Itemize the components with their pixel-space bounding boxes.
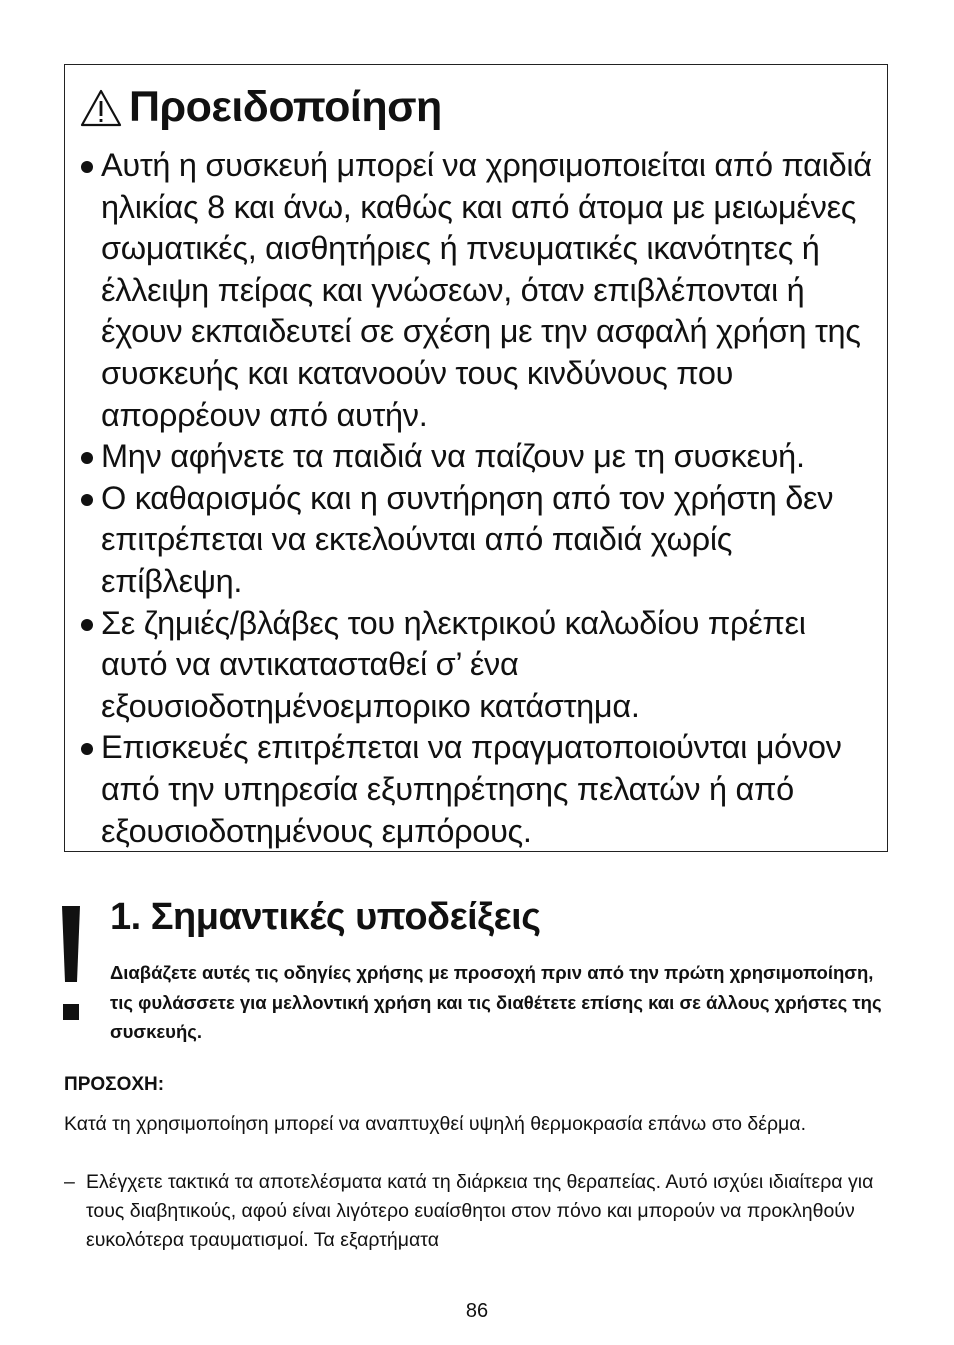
warning-item: Σε ζημιές/βλάβες του ηλεκτρικού καλωδίου πρέπει αυτό να αντικατασταθεί σ’ ένα εξουσιοδοτημένοεμπορικο κατάστημα. (79, 603, 877, 728)
caution-text: Κατά τη χρησιμοποίηση μπορεί να αναπτυχθεί υψηλή θερμοκρασία επάνω στο δέρμα. (64, 1113, 806, 1135)
warning-item: Ο καθαρισμός και η συντήρηση από τον χρήστη δεν επιτρέπεται να εκτελούνται από παιδιά χωρίς επίβλεψη. (79, 478, 877, 603)
section-title: 1. Σημαντικές υποδείξεις (110, 896, 541, 938)
caution-list (64, 1168, 879, 1255)
section-intro: Διαβάζετε αυτές τις οδηγίες χρήσης με προσοχή πριν από την πρώτη χρησιμοποίηση, τις φυλάσσετε για μελλοντική χρήση και τις διαθέτετε επίσης και σε άλλους χρήστες της συσκευής. (110, 962, 882, 1042)
page-number: 86 (465, 1300, 489, 1322)
warning-item: Επισκευές επιτρέπεται να πραγματοποιούνται μόνον από την υπηρεσία εξυπηρέτησης πελατών ή από εξουσιοδοτημένους εμπόρους. (79, 727, 877, 852)
caution-item: – Ελέγχετε τακτικά τα αποτελέσματα κατά τη διάρκεια της θεραπείας. Αυτό ισχύει ιδιαίτερα για τους διαβητικούς, αφού είναι λιγότερο ευαίσθητοι στον πόνο και μπορούν να προκληθούν ευκολότερα τραυματισμοί. Τα εξαρτήματα (64, 1168, 879, 1255)
warning-box (64, 64, 888, 852)
warning-item: Αυτή η συσκευή μπορεί να χρησιμοποιείται από παιδιά ηλικίας 8 και άνω, καθώς και από άτομα με μειωμένες σωματικές, αισθητήριες ή πνευματικές ικανότητες ή έλλειψη πείρας και γνώσεων, όταν επιβλέπονται ή έχουν εκπαιδευτεί σε σχέση με την ασφαλή χρήση της συσκευής και κατανοούν τους κινδύνους που απορρέουν από αυτήν. (79, 145, 877, 436)
warning-triangle-icon (79, 88, 123, 128)
warning-heading (79, 83, 442, 132)
warning-list (79, 145, 877, 852)
caution-heading: ΠΡΟΣΟΧΗ: (64, 1074, 165, 1095)
exclamation-icon (60, 906, 82, 1020)
warning-item: Μην αφήνετε τα παιδιά να παίζουν με τη συσκευή. (79, 436, 877, 478)
warning-title: Προειδοποίηση (129, 83, 442, 131)
